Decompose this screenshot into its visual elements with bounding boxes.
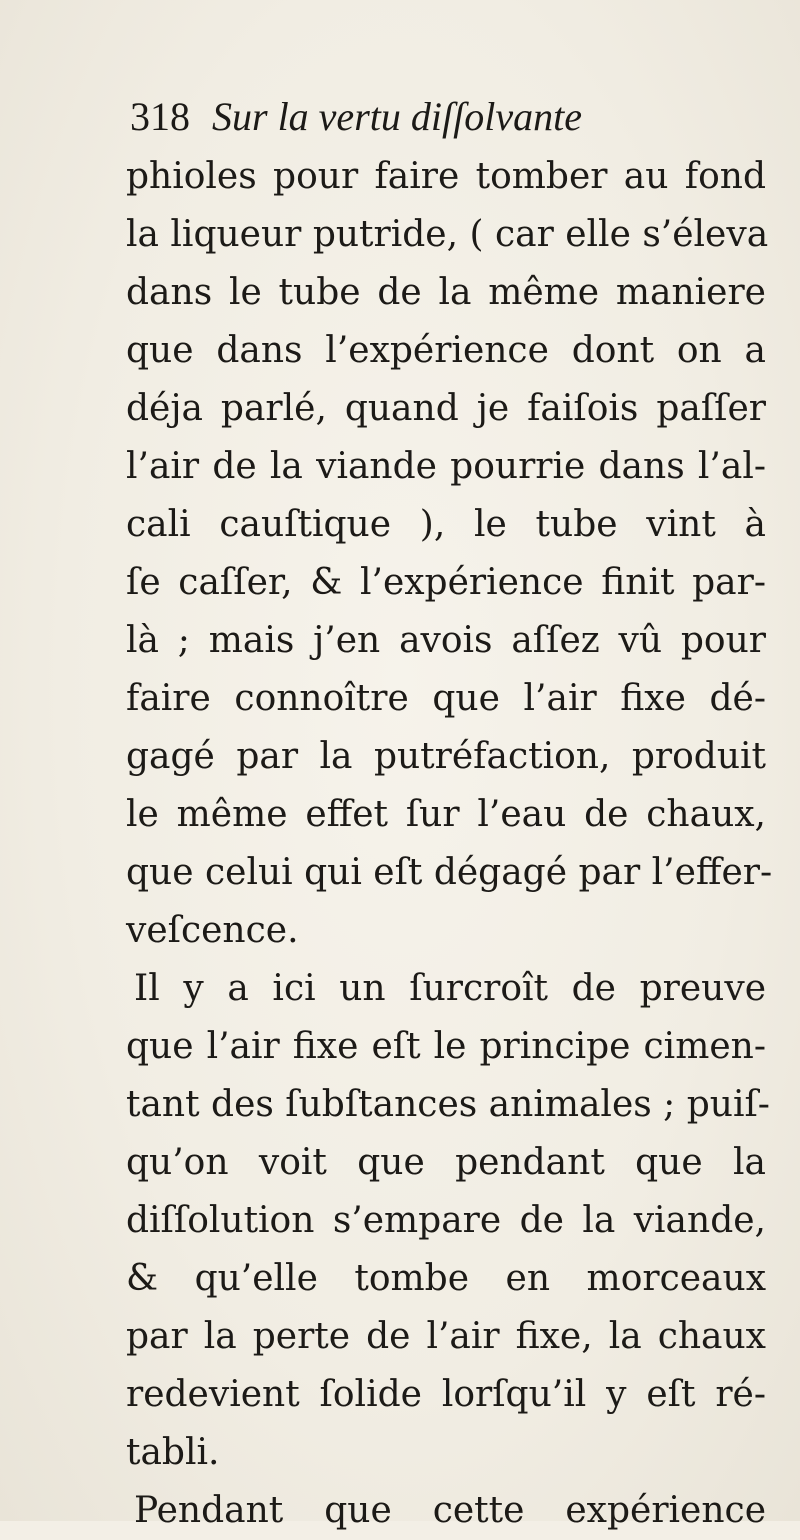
text-line: & qu’elle tombe en morceaux (126, 1258, 766, 1299)
text-line: que celui qui eſt dégagé par l’effer- (126, 852, 773, 893)
running-title: Sur la vertu diſſolvante (212, 94, 582, 139)
text-line: tant des ſubſtances animales ; puiſ- (126, 1084, 770, 1125)
text-line: dans le tube de la même maniere (126, 272, 766, 313)
text-line: que l’air fixe eſt le principe cimen- (126, 1026, 766, 1067)
page-number: 318 (130, 94, 190, 139)
text-line: le même effet ſur l’eau de chaux, (126, 794, 766, 835)
text-line: qu’on voit que pendant que la (126, 1142, 766, 1183)
text-line: redevient ſolide lorſqu’il y eſt ré- (126, 1374, 766, 1415)
text-line: que dans l’expérience dont on a (126, 330, 766, 371)
text-line: là ; mais j’en avois aſſez vû pour (126, 620, 766, 661)
text-line: gagé par la putréfaction, produit (126, 736, 766, 777)
text-line: cali cauſtique ), le tube vint à (126, 504, 766, 545)
paragraph-start-line: Il y a ici un ſurcroît de preuve (134, 968, 766, 1009)
text-line: veſcence. (126, 910, 299, 951)
text-line: diſſolution s’empare de la viande, (126, 1200, 766, 1241)
text-line: faire connoître que l’air fixe dé- (126, 678, 766, 719)
text-line: par la perte de l’air fixe, la chaux (126, 1316, 766, 1357)
text-line: tabli. (126, 1432, 220, 1473)
text-line: ſe caſſer, & l’expérience finit par- (126, 562, 766, 603)
paragraph-start-line: Pendant que cette expérience (134, 1490, 766, 1531)
page-header (130, 92, 582, 142)
text-line: l’air de la viande pourrie dans l’al- (126, 446, 766, 487)
text-line: la liqueur putride, ( car elle s’éleva (126, 214, 769, 255)
text-line: phioles pour faire tomber au fond (126, 156, 766, 197)
text-line: déja parlé, quand je faiſois paſſer (126, 388, 766, 429)
body-text (126, 148, 773, 1540)
